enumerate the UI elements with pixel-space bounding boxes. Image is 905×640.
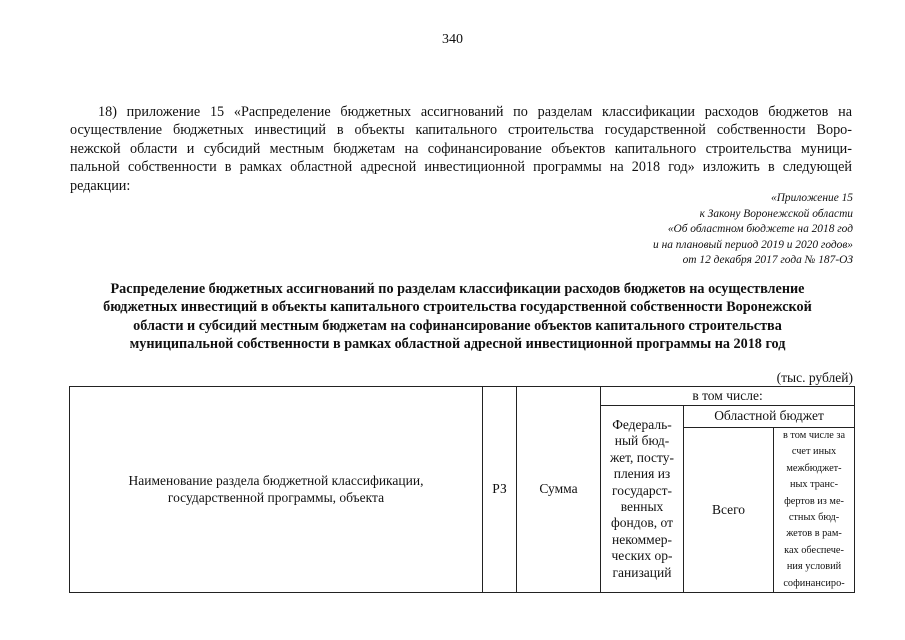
document-heading [60,280,855,353]
rz-column-header: РЗ [483,387,517,593]
heading-line: муниципальной собственности в рамках областной адресной инвестиционной программы на 2018 год [129,335,786,352]
annex-line: «Приложение 15 [771,192,853,204]
annex-line: «Об областном бюджете на 2018 год [667,223,853,236]
annex-reference [653,191,853,269]
regional-budget-header: Областной бюджет [684,406,855,428]
heading-line: Распределение бюджетных ассигнований по разделам классификации расходов бюджетов на осуществление [110,281,805,297]
heading-line: бюджетных инвестиций в объекты капитального строительства государственной собственности Воронежской [103,299,812,316]
annex-line: от 12 декабря 2017 года № 187-ОЗ [682,254,853,267]
table-header-row [70,387,855,406]
heading-line: области и субсидий местным бюджетам на софинансирование объектов капитального строительства [133,317,782,334]
intro-line: пальной собственности в рамках областной адресной инвестиционной программы на 2018 год» изложить в следующей [70,159,852,176]
intro-line: нежской области и субсидий местным бюджетам на софинансирование объектов капитального строительства муници- [70,140,852,157]
total-column-header: Всего [684,428,774,593]
intro-paragraph [70,103,852,195]
transfers-column-header: в том числе за счет иных межбюджет- ных транс- фертов из ме- стных бюд- жетов в рам- ках обеспече- ния условий софинансиро- [774,428,855,593]
intro-line: осуществление бюджетных инвестиций в объекты капитального строительства государственной собственности Воро- [70,122,852,139]
federal-budget-header: Федераль- ный бюд- жет, посту- пления из государст- венных фондов, от некоммер- ческих ор- ганизаций [601,406,684,593]
annex-line: к Закону Воронежской области [699,207,853,220]
page-number: 340 [442,32,463,47]
sum-column-header: Сумма [517,387,601,593]
name-column-header: Наименование раздела бюджетной классификации, государственной программы, объекта [70,387,483,593]
intro-line: 18) приложение 15 «Распределение бюджетных ассигнований по разделам классификации расходов бюджетов на [98,104,852,120]
units-label: (тыс. рублей) [776,370,853,385]
intro-line: редакции: [70,177,131,194]
budget-table [69,386,855,593]
including-header: в том числе: [601,387,855,406]
annex-line: и на плановый период 2019 и 2020 годов» [653,238,853,251]
